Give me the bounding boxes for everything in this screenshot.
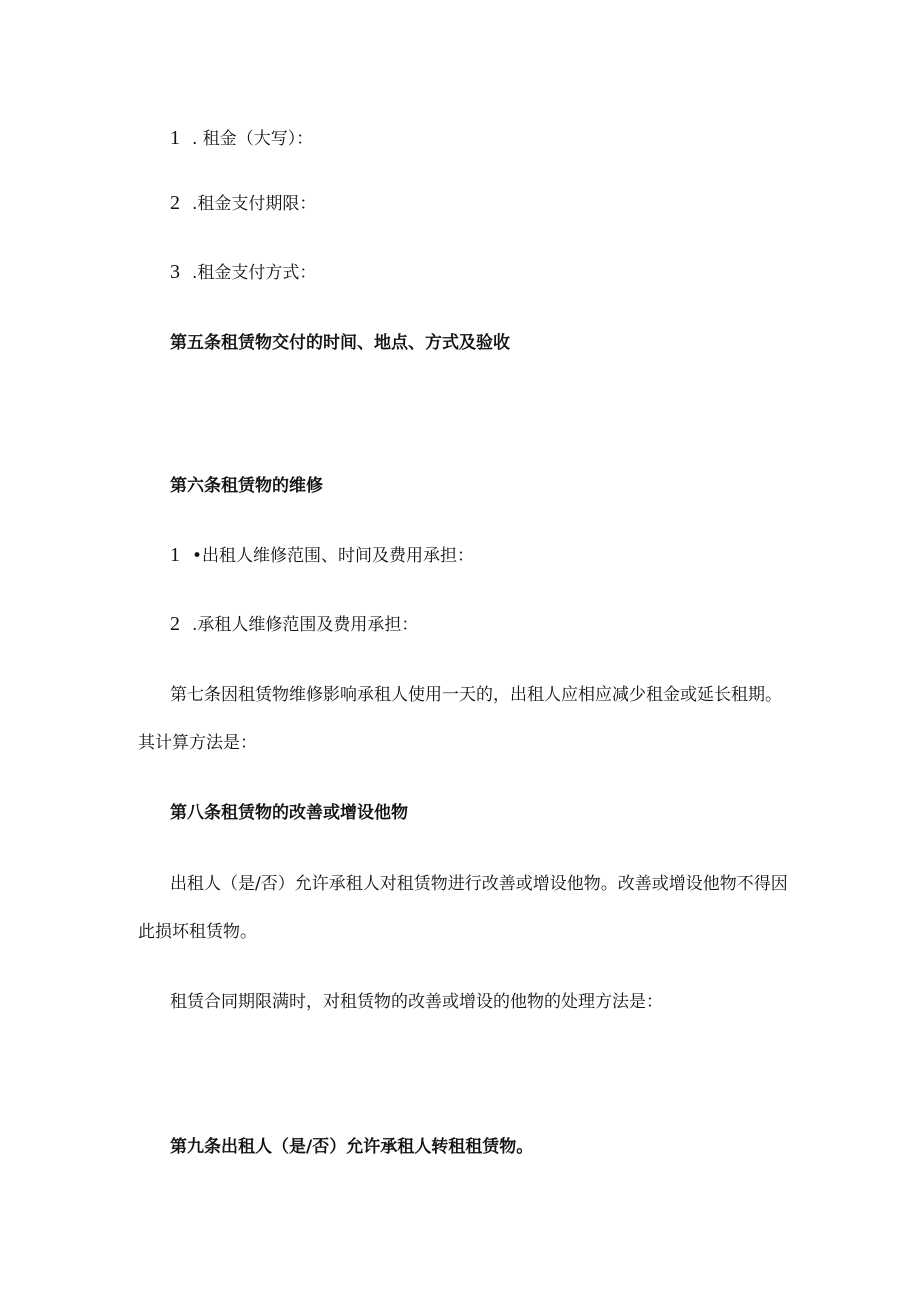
item-rent-term: [170, 193, 316, 214]
article-8-heading: 第八条租赁物的改善或增设他物: [170, 803, 408, 823]
article-6-item-1: [170, 545, 474, 566]
item-number: 2: [170, 613, 180, 635]
item-text: .租金支付方式：: [192, 263, 317, 283]
item-number: 1: [170, 544, 180, 566]
article-6-heading: 第六条租赁物的维修: [170, 476, 323, 496]
item-number: 2: [170, 192, 180, 214]
article-9-heading: 第九条出租人（是/否）允许承租人转租租赁物。: [170, 1137, 534, 1157]
article-8-paragraph-1: 出租人（是/否）允许承租人对租赁物进行改善或增设他物。改善或增设他物不得因此损坏租赁物。: [138, 874, 788, 942]
article-5-heading: 第五条租赁物交付的时间、地点、方式及验收: [170, 333, 510, 353]
item-text: •出租人维修范围、时间及费用承担：: [192, 546, 475, 566]
article-8-paragraph-2: 租赁合同期限满时，对租赁物的改善或增设的他物的处理方法是：: [170, 992, 663, 1012]
article-6-item-2: [170, 614, 418, 635]
item-number: 1: [170, 127, 180, 149]
item-rent-method: [170, 262, 316, 283]
article-7-paragraph: 第七条因租赁物维修影响承租人使用一天的，出租人应相应减少租金或延长租期。其计算方法是：: [138, 685, 782, 753]
item-number: 3: [170, 261, 180, 283]
item-text: . 租金（大写）：: [192, 129, 314, 149]
item-rent-amount: [170, 128, 313, 149]
item-text: .承租人维修范围及费用承担：: [192, 615, 419, 635]
item-text: .租金支付期限：: [192, 194, 317, 214]
